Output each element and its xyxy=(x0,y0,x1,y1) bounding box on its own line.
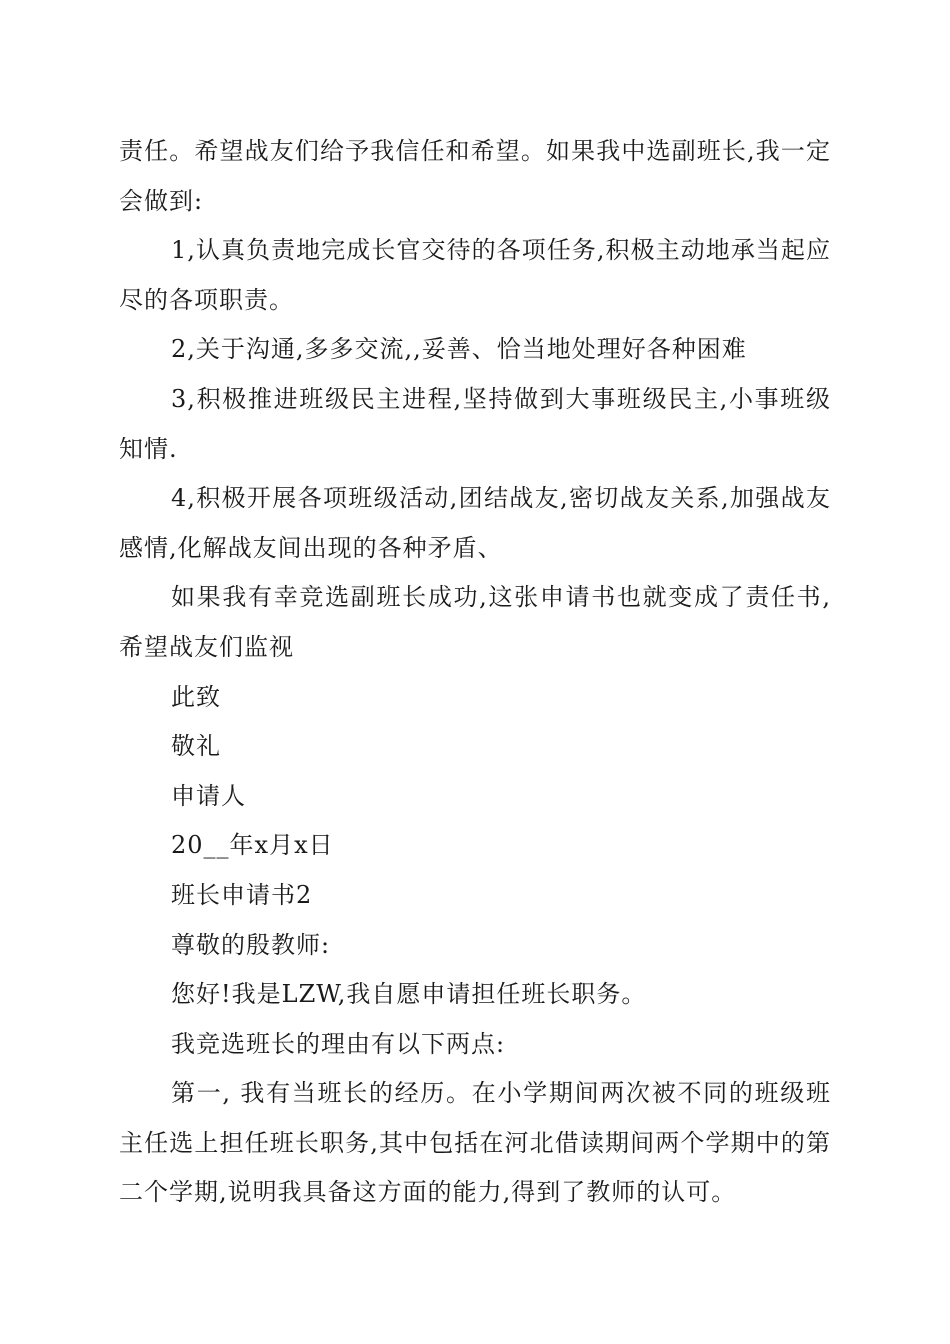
date-line: 20__年x月x日 xyxy=(171,831,334,860)
paragraph-item-3: 3,积极推进班级民主进程,坚持做到大事班级民主,小事班级知情. xyxy=(119,384,831,463)
paragraph: 责任。希望战友们给予我信任和希望。如果我中选副班长,我一定会做到: xyxy=(119,137,831,215)
paragraph-item-4: 4,积极开展各项班级活动,团结战友,密切战友关系,加强战友感情,化解战友间出现的各种矛盾、 xyxy=(119,484,831,562)
reasons-intro: 我竞选班长的理由有以下两点: xyxy=(171,1029,506,1058)
paragraph-item-2: 2,关于沟通,多多交流,,妥善、恰当地处理好各种困难 xyxy=(171,335,747,364)
greeting-intro: 您好!我是LZW,我自愿申请担任班长职务。 xyxy=(171,980,647,1009)
applicant-label: 申请人 xyxy=(171,781,246,810)
salutation-jingli: 敬礼 xyxy=(171,732,221,761)
paragraph-item-1: 1,认真负责地完成长官交待的各项任务,积极主动地承当起应尽的各项职责。 xyxy=(119,236,831,314)
section-title: 班长申请书2 xyxy=(171,880,313,909)
document-body xyxy=(119,127,831,1218)
reason-first: 第一, 我有当班长的经历。在小学期间两次被不同的班级班主任选上担任班长职务,其中包括在河北借读期间两个学期中的第二个学期,说明我具备这方面的能力,得到了教师的认可。 xyxy=(119,1079,831,1207)
salutation-cizhi: 此致 xyxy=(171,682,221,711)
greeting-recipient: 尊敬的殷教师: xyxy=(171,930,331,959)
paragraph-closing: 如果我有幸竞选副班长成功,这张申请书也就变成了责任书,希望战友们监视 xyxy=(119,583,831,661)
